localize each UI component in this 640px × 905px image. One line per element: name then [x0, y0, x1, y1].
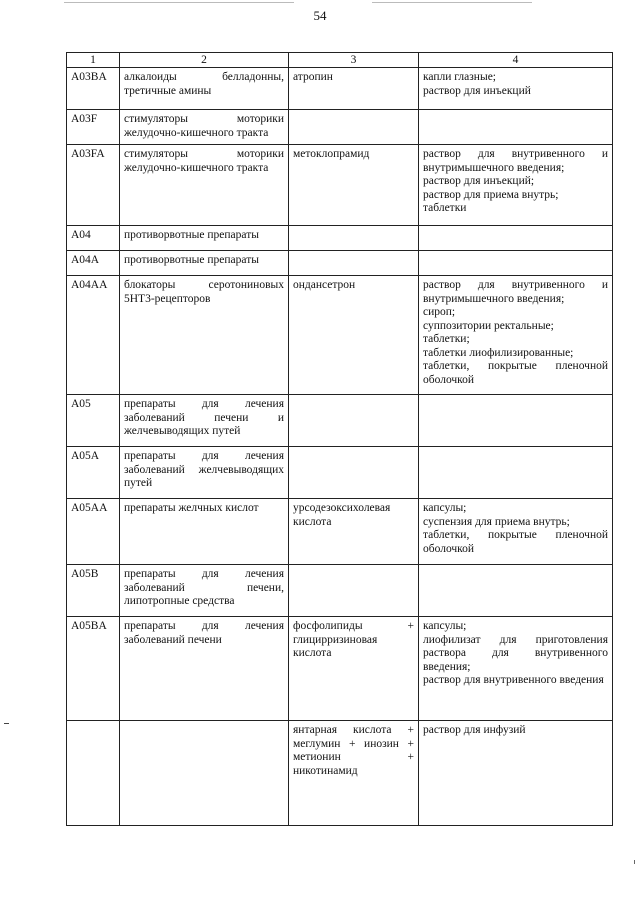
page-number: 54 [313, 8, 327, 23]
dosage-forms-cell [419, 226, 613, 251]
dosage-forms-cell [419, 395, 613, 447]
inn-cell: атропин [289, 68, 419, 110]
inn-cell: урсодезоксихолевая кислота [289, 499, 419, 565]
atc-code-cell: A05B [67, 565, 120, 617]
dosage-forms-cell [419, 447, 613, 499]
table-row [67, 565, 613, 617]
column-header: 3 [289, 53, 419, 68]
atc-code-cell: A04AA [67, 276, 120, 395]
dosage-form-item: капсулы; [423, 620, 467, 632]
dosage-forms-cell [419, 276, 613, 395]
dosage-form-item: раствор для инъекций; [423, 175, 535, 187]
group-name-cell: алкалоиды белладонны, третичные амины [120, 68, 289, 110]
inn-cell [289, 395, 419, 447]
dosage-form-item: раствор для инфузий [423, 724, 526, 736]
dosage-forms-cell [419, 617, 613, 721]
margin-mark [4, 723, 9, 724]
table-row [67, 617, 613, 721]
table-row [67, 499, 613, 565]
table-row [67, 721, 613, 826]
dosage-form-item: таблетки, покрытые пленочной оболочкой [423, 360, 608, 386]
table-row [67, 395, 613, 447]
column-header: 4 [419, 53, 613, 68]
inn-cell [289, 447, 419, 499]
dosage-form-item: капсулы; [423, 502, 467, 514]
dosage-form-item: капли глазные; [423, 71, 496, 83]
dosage-form-item: раствор для внутривенного введения [423, 674, 604, 686]
group-name-cell: стимуляторы моторики желудочно-кишечного тракта [120, 110, 289, 145]
dosage-forms-cell [419, 68, 613, 110]
table-row [67, 447, 613, 499]
column-header: 2 [120, 53, 289, 68]
dosage-form-item: таблетки лиофилизированные; [423, 346, 574, 359]
table-row [67, 68, 613, 110]
dosage-form-item: таблетки [423, 202, 467, 214]
inn-cell: фосфолипиды + глицирризиновая кислота [289, 617, 419, 721]
table-row [67, 276, 613, 395]
dosage-form-item: таблетки; [423, 333, 470, 345]
atc-code-cell: A03F [67, 110, 120, 145]
dosage-form-item: суппозитории ректальные; [423, 319, 554, 332]
group-name-cell: блокаторы серотониновых 5HT3-рецепторов [120, 276, 289, 395]
atc-code-cell: A04 [67, 226, 120, 251]
atc-code-cell: A03FA [67, 145, 120, 226]
table-row [67, 110, 613, 145]
dosage-form-item: таблетки, покрытые пленочной оболочкой [423, 529, 608, 555]
group-name-cell: стимуляторы моторики желудочно-кишечного тракта [120, 145, 289, 226]
header-row [67, 53, 613, 68]
inn-cell [289, 226, 419, 251]
margin-mark [634, 860, 635, 864]
dosage-forms-cell [419, 499, 613, 565]
dosage-forms-cell [419, 565, 613, 617]
inn-cell [289, 251, 419, 276]
dosage-forms-cell [419, 251, 613, 276]
group-name-cell: противорвотные препараты [120, 251, 289, 276]
drug-table [66, 52, 613, 826]
group-name-cell: препараты для лечения заболеваний печени [120, 617, 289, 721]
inn-cell [289, 565, 419, 617]
dosage-form-item: лиофилизат для приготовления раствора для внутривенного введения; [423, 633, 608, 673]
column-header: 1 [67, 53, 120, 68]
atc-code-cell: A05AA [67, 499, 120, 565]
table-row [67, 145, 613, 226]
atc-code-cell: A03BA [67, 68, 120, 110]
inn-cell [289, 110, 419, 145]
atc-code-cell: A05BA [67, 617, 120, 721]
inn-cell: метоклопрамид [289, 145, 419, 226]
group-name-cell: противорвотные препараты [120, 226, 289, 251]
group-name-cell: препараты для лечения заболеваний желчевыводящих путей [120, 447, 289, 499]
table-row [67, 251, 613, 276]
table-row [67, 226, 613, 251]
group-name-cell [120, 721, 289, 826]
inn-cell: ондансетрон [289, 276, 419, 395]
atc-code-cell: A05 [67, 395, 120, 447]
atc-code-cell: A05A [67, 447, 120, 499]
atc-code-cell [67, 721, 120, 826]
atc-code-cell: A04A [67, 251, 120, 276]
inn-cell: янтарная кислота + меглумин + инозин + метионин + никотинамид [289, 721, 419, 826]
dosage-forms-cell [419, 721, 613, 826]
dosage-form-item: сироп; [423, 306, 456, 318]
group-name-cell: препараты для лечения заболеваний печени, липотропные средства [120, 565, 289, 617]
dosage-forms-cell [419, 145, 613, 226]
top-rule-right [372, 2, 532, 3]
dosage-form-item: раствор для внутривенного и внутримышечного введения; [423, 279, 608, 305]
dosage-form-item: раствор для приема внутрь; [423, 188, 559, 201]
dosage-form-item: суспензия для приема внутрь; [423, 515, 570, 528]
dosage-forms-cell [419, 110, 613, 145]
top-rule-left [64, 2, 294, 3]
group-name-cell: препараты для лечения заболеваний печени и желчевыводящих путей [120, 395, 289, 447]
group-name-cell: препараты желчных кислот [120, 499, 289, 565]
dosage-form-item: раствор для инъекций [423, 84, 531, 97]
dosage-form-item: раствор для внутривенного и внутримышечного введения; [423, 148, 608, 174]
